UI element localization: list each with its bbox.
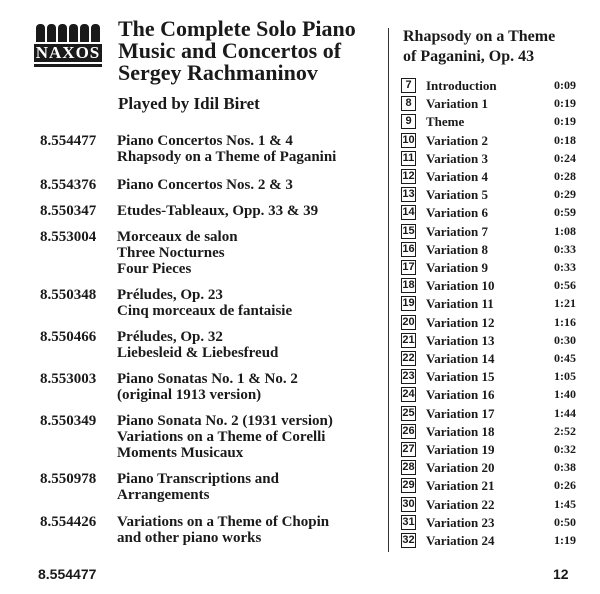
- catalog-works: [117, 471, 387, 503]
- work-title: Three Nocturnes: [117, 245, 225, 261]
- track-row: [401, 114, 576, 130]
- track-name: Variation 10: [426, 278, 495, 293]
- track-number-box: 30: [402, 498, 415, 510]
- track-number-box: 16: [402, 243, 415, 255]
- footer-catalog-number: 8.554477: [38, 566, 97, 582]
- track-row: [401, 442, 576, 458]
- track-duration: 0:09: [554, 78, 576, 92]
- catalog-works: [117, 229, 387, 277]
- tracklist-title-line: of Paganini, Op. 43: [403, 48, 535, 65]
- track-name: Theme: [426, 114, 465, 129]
- catalog-works: [117, 371, 387, 403]
- work-title: (original 1913 version): [117, 387, 262, 403]
- track-duration: 0:29: [554, 187, 576, 201]
- track-name: Variation 13: [426, 333, 495, 348]
- track-duration: 0:38: [554, 460, 576, 474]
- track-name: Variation 5: [426, 187, 488, 202]
- work-title: and other piano works: [117, 530, 262, 546]
- track-row: [401, 260, 576, 276]
- track-row: [401, 406, 576, 422]
- work-title: Cinq morceaux de fantaisie: [117, 303, 293, 319]
- track-duration: 0:24: [554, 151, 576, 165]
- track-number-box: 25: [402, 407, 415, 419]
- track-number-box: 31: [402, 516, 415, 528]
- catalog-number: 8.550348: [40, 287, 97, 303]
- page-number: 12: [553, 566, 569, 582]
- track-row: [401, 205, 576, 221]
- track-name: Variation 4: [426, 169, 488, 184]
- track-number-box: 27: [402, 443, 415, 455]
- track-row: [401, 133, 576, 149]
- track-duration: 1:08: [554, 224, 576, 238]
- track-number-box: 19: [402, 297, 415, 309]
- track-number-box: 22: [402, 352, 415, 364]
- track-duration: 0:32: [554, 442, 576, 456]
- track-duration: 0:28: [554, 169, 576, 183]
- track-row: [401, 424, 576, 440]
- catalog-works: [117, 514, 387, 546]
- catalog-number: 8.550347: [40, 203, 97, 219]
- track-number-box: 32: [402, 534, 415, 546]
- track-row: [401, 460, 576, 476]
- track-row: [401, 151, 576, 167]
- work-title: Piano Sonata No. 2 (1931 version): [117, 413, 333, 429]
- title-line: The Complete Solo Piano: [118, 16, 356, 41]
- track-row: [401, 187, 576, 203]
- track-name: Variation 11: [426, 296, 494, 311]
- track-number-box: 12: [402, 170, 415, 182]
- catalog-number: 8.553003: [40, 371, 97, 387]
- track-number-box: 15: [402, 225, 415, 237]
- track-name: Variation 22: [426, 497, 495, 512]
- tracklist-title-line: Rhapsody on a Theme: [403, 28, 556, 45]
- track-name: Variation 18: [426, 424, 495, 439]
- catalog-works: [117, 329, 387, 361]
- track-number-box: 26: [402, 425, 415, 437]
- logo-columns: [34, 20, 102, 42]
- track-row: [401, 515, 576, 531]
- catalog-works: [117, 287, 387, 319]
- track-number-box: 11: [402, 152, 415, 164]
- work-title: Préludes, Op. 32: [117, 329, 223, 345]
- track-number-box: 9: [401, 114, 416, 129]
- track-name: Variation 16: [426, 387, 495, 402]
- track-duration: 0:33: [554, 242, 576, 256]
- track-name: Variation 8: [426, 242, 488, 257]
- work-title: Variations on a Theme of Chopin: [117, 514, 330, 530]
- page-title: [118, 18, 388, 84]
- track-number-box: 14: [402, 206, 415, 218]
- track-row: [401, 533, 576, 549]
- track-number-box: 8: [401, 96, 416, 111]
- catalog-number: 8.550466: [40, 329, 97, 345]
- work-title: Liebesleid & Liebesfreud: [117, 345, 279, 361]
- logo-base: [34, 64, 102, 67]
- track-row: [401, 78, 576, 94]
- track-duration: 0:33: [554, 260, 576, 274]
- track-name: Variation 3: [426, 151, 488, 166]
- track-duration: 0:56: [554, 278, 576, 292]
- work-title: Piano Concertos Nos. 2 & 3: [117, 177, 293, 193]
- track-row: [401, 315, 576, 331]
- work-title: Morceaux de salon: [117, 229, 238, 245]
- work-title: Piano Sonatas No. 1 & No. 2: [117, 371, 298, 387]
- naxos-logo: [34, 20, 102, 70]
- work-title: Variations on a Theme of Corelli: [117, 429, 326, 445]
- track-name: Introduction: [426, 78, 497, 93]
- work-title: Moments Musicaux: [117, 445, 244, 461]
- column-divider: [388, 28, 389, 552]
- track-duration: 1:40: [554, 387, 576, 401]
- work-title: Four Pieces: [117, 261, 192, 277]
- track-number-box: 18: [402, 279, 415, 291]
- track-name: Variation 15: [426, 369, 495, 384]
- track-number-box: 20: [402, 316, 415, 328]
- track-name: Variation 17: [426, 406, 495, 421]
- track-name: Variation 19: [426, 442, 495, 457]
- work-title: Piano Concertos Nos. 1 & 4: [117, 133, 293, 149]
- track-duration: 0:45: [554, 351, 576, 365]
- track-duration: 0:30: [554, 333, 576, 347]
- track-row: [401, 478, 576, 494]
- track-number-box: 23: [402, 370, 415, 382]
- catalog-number: 8.554477: [40, 133, 97, 149]
- track-duration: 1:21: [554, 296, 576, 310]
- track-name: Variation 9: [426, 260, 488, 275]
- performer-subtitle: Played by Idil Biret: [118, 94, 260, 113]
- catalog-number: 8.550349: [40, 413, 97, 429]
- track-name: Variation 23: [426, 515, 495, 530]
- track-row: [401, 224, 576, 240]
- track-row: [401, 242, 576, 258]
- catalog-number: 8.553004: [40, 229, 97, 245]
- track-duration: 1:05: [554, 369, 576, 383]
- track-name: Variation 2: [426, 133, 488, 148]
- title-line: Music and Concertos of: [118, 38, 342, 63]
- track-row: [401, 96, 576, 112]
- title-line: Sergey Rachmaninov: [118, 60, 318, 85]
- track-name: Variation 1: [426, 96, 488, 111]
- track-number-box: 10: [402, 134, 415, 146]
- track-number-box: 29: [402, 479, 415, 491]
- track-duration: 1:19: [554, 533, 576, 547]
- track-name: Variation 24: [426, 533, 495, 548]
- track-duration: 1:45: [554, 497, 576, 511]
- track-duration: 0:19: [554, 96, 576, 110]
- track-number-box: 24: [402, 388, 415, 400]
- track-duration: 0:19: [554, 114, 576, 128]
- track-number-box: 21: [402, 334, 415, 346]
- work-title: Etudes-Tableaux, Opp. 33 & 39: [117, 203, 319, 219]
- track-duration: 1:16: [554, 315, 576, 329]
- track-duration: 2:52: [554, 424, 576, 438]
- track-name: Variation 12: [426, 315, 495, 330]
- catalog-number: 8.554376: [40, 177, 97, 193]
- track-row: [401, 387, 576, 403]
- track-number-box: 13: [402, 188, 415, 200]
- track-duration: 0:50: [554, 515, 576, 529]
- track-row: [401, 169, 576, 185]
- catalog-number: 8.550978: [40, 471, 97, 487]
- work-title: Arrangements: [117, 487, 210, 503]
- track-number-box: 28: [402, 461, 415, 473]
- work-title: Rhapsody on a Theme of Paganini: [117, 149, 337, 165]
- track-name: Variation 21: [426, 478, 495, 493]
- catalog-works: [117, 177, 387, 193]
- catalog-works: [117, 133, 387, 165]
- track-row: [401, 333, 576, 349]
- logo-text: NAXOS: [35, 43, 101, 62]
- catalog-number: 8.554426: [40, 514, 97, 530]
- track-duration: 0:59: [554, 205, 576, 219]
- track-name: Variation 7: [426, 224, 488, 239]
- track-row: [401, 278, 576, 294]
- track-name: Variation 20: [426, 460, 495, 475]
- track-duration: 0:26: [554, 478, 576, 492]
- tracklist-title: [403, 27, 593, 67]
- track-duration: 1:44: [554, 406, 576, 420]
- track-name: Variation 6: [426, 205, 488, 220]
- track-row: [401, 369, 576, 385]
- track-number-box: 7: [401, 78, 416, 93]
- track-duration: 0:18: [554, 133, 576, 147]
- catalog-works: [117, 203, 387, 219]
- work-title: Préludes, Op. 23: [117, 287, 223, 303]
- work-title: Piano Transcriptions and: [117, 471, 279, 487]
- track-row: [401, 296, 576, 312]
- track-row: [401, 351, 576, 367]
- track-row: [401, 497, 576, 513]
- catalog-works: [117, 413, 387, 461]
- track-number-box: 17: [402, 261, 415, 273]
- track-name: Variation 14: [426, 351, 495, 366]
